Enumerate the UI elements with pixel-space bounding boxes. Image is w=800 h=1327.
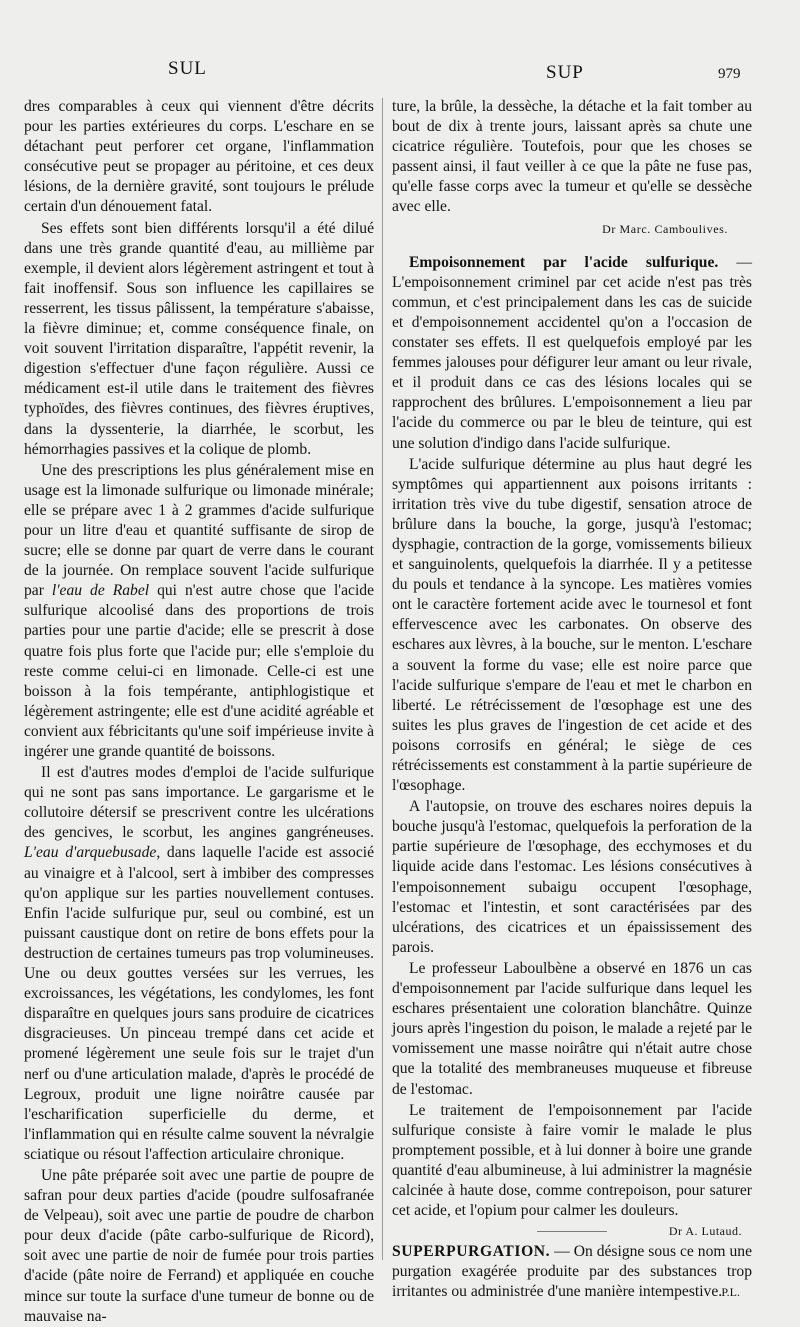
paragraph: A l'autopsie, on trouve des eschares noires depuis la bouche jusqu'à l'estomac, quelquefois la perforation de la partie supérieure de l'œsophage, des ecchymoses et du liquide acide dans l'estomac. Les lésions consécutives à l'empoisonnement subaigu occupent l'œsophage, l'estomac et l'intestin, et sont caractérisées par des ulcérations, des cicatrices et un épaississement des parois. (392, 798, 752, 956)
entry-heading: SUPERPURGATION. (392, 1243, 551, 1261)
column-divider (382, 98, 383, 1260)
running-head-center: SUP (546, 62, 584, 83)
paragraph (392, 1101, 752, 1239)
paragraph: L'acide sulfurique détermine au plus haut degré les symptômes qui appartiennent aux poisons irritants : irritation très vive du tube digestif, sensation atroce de brûlure dans la bouche, la gorge, jusqu'à l'estomac; dysphagie, contraction de la gorge, vomissements bilieux et sanguinolents, quelquefois la diarrhée. Il y a petitesse du pouls et tendance à la syncope. Les matières vomies ont le caractère fortement acide avec le tournesol et font effervescence avec les carbonates. On observe des eschares aux lèvres, à la bouche, sur le menton. L'eschare a souvent la forme du vase; elle est noire parce que l'acide sulfurique s'empare de l'eau et met le charbon en liberté. Le rétrécissement de l'œsophage est une des suites les plus graves de l'ingestion de cet acide et des poisons corrosifs en général; le siège de ces rétrécissements est constamment à la partie supérieure de l'œsophage. (392, 455, 752, 795)
paragraph (24, 763, 374, 1165)
author-initials: P.L. (721, 1285, 740, 1300)
paragraph (24, 461, 374, 762)
text-run: Le traitement de l'empoisonnement par l'acide sulfurique consiste à faire vomir le malade le plus promptement possible, et à lui donner à boire une grande quantité d'eau albumineuse, à lui administrer la magnésie calcinée à haute dose, comme contrepoison, pour saturer cet acide, et l'opium pour calmer les douleurs. (392, 1101, 752, 1220)
paragraph: Une pâte préparée soit avec une partie de poupre de safran pour deux parties d'acide (poudre sulfosafranée de Velpeau), soit avec une partie de poudre de charbon pour deux d'acide (pâte carbo-sulfurique de Ricord), soit avec une partie de noir de fumée pour trois parties d'acide (pâte noire de Ferrand) et appliquée en couche mince sur toute la surface d'une tumeur de bonne ou de mauvaise na- (24, 1166, 374, 1325)
right-column (392, 97, 752, 1303)
text-run: Une des prescriptions les plus généralement mise en usage est la limonade sulfurique ou limonade minérale; elle se prépare avec 1 à 2 grammes d'acide sulfurique pour un litre d'eau et quantité suffisante de sirop de sucre; elle se donne par quart de verre dans le courant de la journée. On remplace souvent l'acide sulfurique par (24, 461, 374, 600)
left-column (24, 97, 374, 1327)
paragraph: dres comparables à ceux qui viennent d'être décrits pour les parties extérieures du corps. L'eschare en se détachant peut perforer cet organe, l'inflammation consécutive peut se propager au péritoine, et ces deux lésions, de la dernière gravité, sont toujours le prélude certain d'un dénouement fatal. (24, 98, 374, 216)
entry-paragraph (392, 1242, 752, 1302)
text-run: — L'empoisonnement criminel par cet acide n'est pas très commun, et c'est principalement dans les cas de suicide et d'empoisonnement accidentel qu'on a l'occasion de constater ses effets. Il est quelquefois employé par les femmes jalouses pour défigurer leur amant ou leur rivale, et il produit dans ce cas des lésions locales qui se rapprochent des brûlures. L'empoisonnement a lieu par l'acide du commerce ou par le bleu de teinture, qui est une solution d'indigo dans l'acide sulfurique. (392, 253, 752, 452)
text-run: Il est d'autres modes d'emploi de l'acide sulfurique qui ne sont pas sans importance. Le gargarisme et le collutoire détersif se prescrivent contre les ulcérations des gencives, le scorbut, les angines gangréneuses. (24, 764, 374, 842)
article-paragraph (392, 253, 752, 454)
text-run: — On désigne sous ce nom une purgation exagérée produite par des substances trop irritantes ou administrée d'une manière intempestive. (392, 1243, 752, 1301)
italic-term: l'eau de Rabel (51, 582, 150, 600)
italic-term: L'eau d'arquebusade (24, 844, 157, 862)
running-head (0, 58, 800, 88)
author-signature: Dr A. Lutaud. (668, 1224, 742, 1239)
paragraph: Le professeur Laboulbène a observé en 1876 un cas d'empoisonnement par l'acide sulfurique dans lequel les eschares présentaient une coloration blanchâtre. Quinze jours après l'ingestion du poison, le malade a rejeté par le vomissement une masse noirâtre qui n'était autre chose que la totalité des membraneuses muqueuse et fibreuse de l'estomac. (392, 959, 752, 1098)
article-heading: Empoisonnement par l'acide sulfurique. (409, 253, 719, 271)
text-run: qui n'est autre chose que l'acide sulfurique alcoolisé dans des proportions de trois parties pour une partie d'acide; elle se prescrit à dose quatre fois plus forte que l'acide pur; elle s'emploie du reste comme celui-ci en limonade. Celle-ci est une boisson à la fois tempérante, antiphlogistique et légèrement astringente; elle est d'une acidité agréable et convient aux fébricitants qu'une soif impérieuse invite à ingérer une grande quantité de boissons. (24, 582, 375, 760)
page-number: 979 (718, 66, 741, 82)
section-divider (537, 1231, 607, 1232)
author-signature: Dr Marc. Camboulives. (602, 221, 728, 236)
paragraph: ture, la brûle, la dessèche, la détache et la fait tomber au bout de dix à trente jours, laissant après sa chute une cicatrice régulière. Toutefois, pour que les choses se passent ainsi, il faut veiller à ce que la pâte ne fuse pas, qu'elle fasse corps avec la tumeur et qu'elle se dessèche avec elle. (392, 98, 752, 216)
text-run: , dans laquelle l'acide est associé au vinaigre et à l'alcool, sert à imbiber des compresses qu'on applique sur les parties nouvellement contuses. Enfin l'acide sulfurique pur, seul ou combiné, est un puissant caustique dont on retire de bons effets pour la destruction de certaines tumeurs pas trop volumineuses. Une ou deux gouttes versées sur les verrues, les excroissances, les végétations, les condylomes, les font disparaître en quelques jours sans produire de cicatrices disgracieuses. Un pinceau trempé dans cet acide et promené légèrement une seule fois sur le trajet d'un nerf ou d'une articulation malade, d'après le procédé de Legroux, produit une ligne noirâtre causée par l'escharification superficielle du derme, et l'inflammation qui en résulte calme souvent la névralgie sciatique ou résout l'affection articulaire chronique. (24, 844, 374, 1163)
paragraph: Ses effets sont bien différents lorsqu'il a été dilué dans une très grande quantité d'eau, au millième par exemple, il devient alors légèrement astringent et tout à fait inoffensif. Sous son influence les capillaires se resserrent, les tissus pâlissent, la température s'abaisse, la fièvre diminue; et, comme conséquence finale, on voit souvent l'irritation disparaître, l'appétit revenir, la digestion s'effectuer d'une façon régulière. Aussi ce médicament est-il utile dans le traitement des fièvres typhoïdes, des fièvres continues, des fièvres éruptives, dans la dyssenterie, la diarrhée, le scorbut, les hémorrhagies passives et la colique de plomb. (24, 219, 374, 458)
running-head-left: SUL (168, 58, 207, 79)
